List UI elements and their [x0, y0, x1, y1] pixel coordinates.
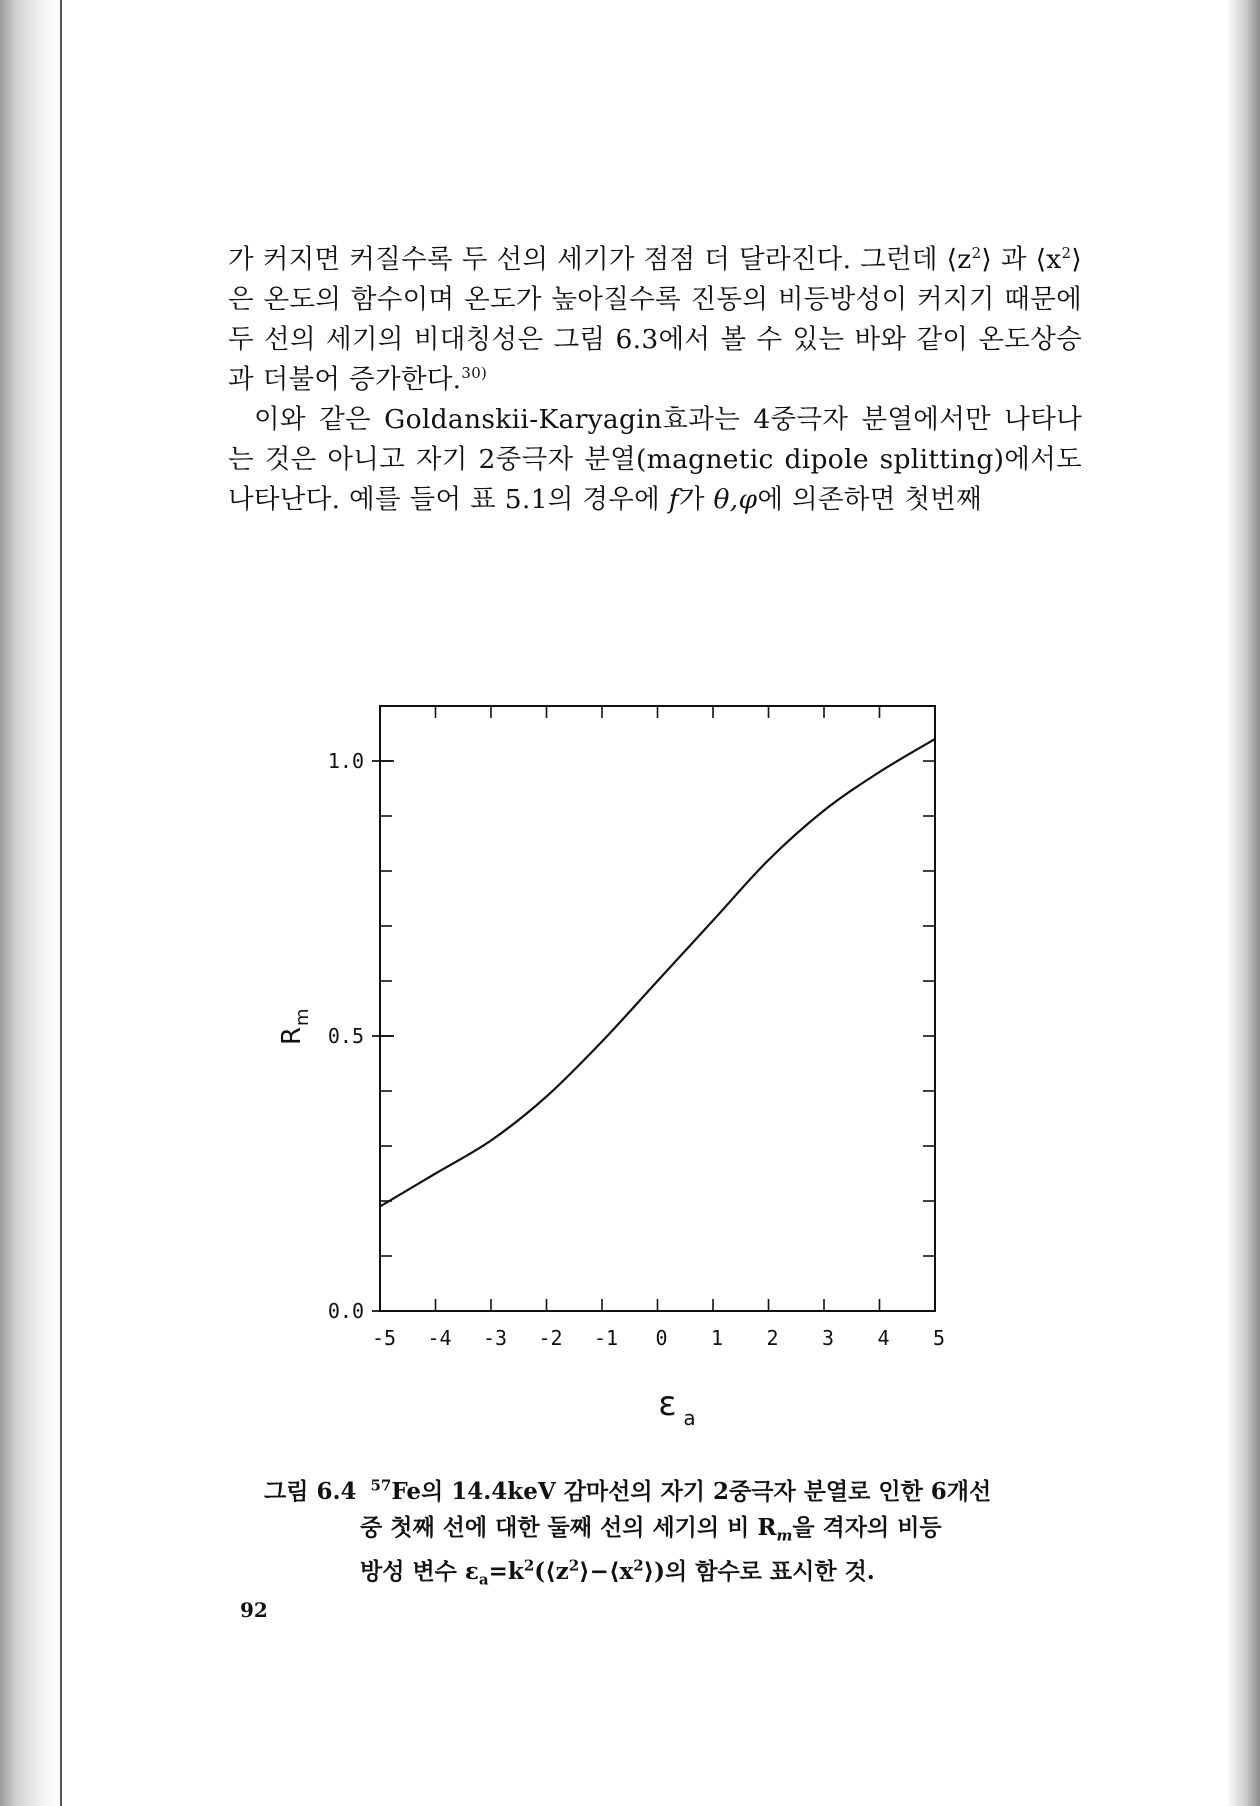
- x-tick-label: 2: [766, 1326, 779, 1350]
- x-tick-label: -2: [538, 1326, 563, 1350]
- caption-line3-sup: 2: [523, 1555, 535, 1574]
- x-tick-label: -4: [427, 1326, 452, 1350]
- plot-frame: [380, 706, 935, 1311]
- x-tick-label: -3: [482, 1326, 508, 1350]
- y-axis-label: R: [277, 1026, 307, 1045]
- para1-text-3: ⟩은 온도의 함수이며 온도가 높아질수록 진동의 비등방성이 커지기 때문에 두 선의 세기의 비대칭성은 그림 6.3에서 볼 수 있는 바와 같이 온도상승과 더불어 증가한다.: [228, 244, 1083, 395]
- para2-text-2: 가: [678, 484, 714, 515]
- caption-line3-eq: =k: [488, 1557, 524, 1585]
- x-tick-label: 0: [655, 1326, 668, 1350]
- caption-line3-sub: a: [478, 1570, 489, 1589]
- caption-line3-sup3: 2: [633, 1555, 644, 1574]
- x-tick-label: 4: [877, 1326, 890, 1350]
- para1-sup-2: 2: [1061, 244, 1072, 263]
- y-axis-label-group: [277, 1008, 313, 1045]
- caption-label: 그림 6.4: [264, 1478, 357, 1505]
- para2-text-1: 이와 같은 Goldanskii-Karyagin효과는 4중극자 분열에서만 나타나는 것은 아니고 자기 2중극자 분열(magnetic dipole splitting)에서도 나타난다. 예를 들어 표 5.1의 경우에: [228, 404, 1082, 515]
- y-axis-label-sub: m: [292, 1008, 313, 1026]
- caption-line2-wrap: [264, 1510, 1064, 1554]
- series-line-rm: [380, 739, 935, 1207]
- para1-sup-1: 2: [971, 244, 982, 263]
- caption-line2: 중 첫째 선에 대한 둘째 선의 세기의 비 R: [360, 1514, 777, 1541]
- caption-line3-mid: ⟩−⟨x: [579, 1557, 634, 1585]
- caption-line3: 방성 변수 ε: [360, 1557, 479, 1585]
- caption-line2-sub: m: [776, 1526, 793, 1545]
- caption-line3-end: ⟩)의 함수로 표시한 것.: [643, 1557, 875, 1585]
- caption-line3-wrap: [264, 1554, 1064, 1598]
- x-tick-label: -5: [371, 1326, 397, 1350]
- para2-text-3: 에 의존하면 첫번째: [757, 484, 983, 515]
- x-tick-label: 5: [932, 1326, 946, 1350]
- page-number: 92: [240, 1598, 268, 1622]
- reference-mark: 30): [461, 364, 488, 383]
- para1-text-1: 가 커지면 커질수록 두 선의 세기가 점점 더 달라진다. 그런데 ⟨z: [228, 244, 972, 275]
- caption-line1: Fe의 14.4keV 감마선의 자기 2중극자 분열로 인한 6개선: [391, 1478, 992, 1505]
- caption-isotope: 57: [370, 1476, 392, 1495]
- para2-symbol-f: f: [668, 484, 679, 515]
- figure-caption: [264, 1474, 1064, 1597]
- y-tick-label: 0.0: [327, 1299, 364, 1323]
- x-tick-label: -1: [593, 1326, 619, 1350]
- caption-line3-sup2: 2: [568, 1555, 580, 1574]
- y-tick-label: 1.0: [327, 749, 364, 773]
- caption-line3-paren: (⟨z: [534, 1557, 569, 1585]
- x-tick-label: 1: [710, 1326, 724, 1350]
- para2-angles: θ,φ: [713, 484, 758, 515]
- x-axis-label: ε: [658, 1384, 677, 1424]
- x-axis-label-sub: a: [683, 1406, 696, 1430]
- x-tick-label: 3: [821, 1326, 835, 1350]
- para1-text-2: ⟩ 과 ⟨x: [981, 244, 1062, 275]
- caption-line2-end: 을 격자의 비등: [792, 1514, 942, 1541]
- y-tick-label: 0.5: [327, 1024, 364, 1048]
